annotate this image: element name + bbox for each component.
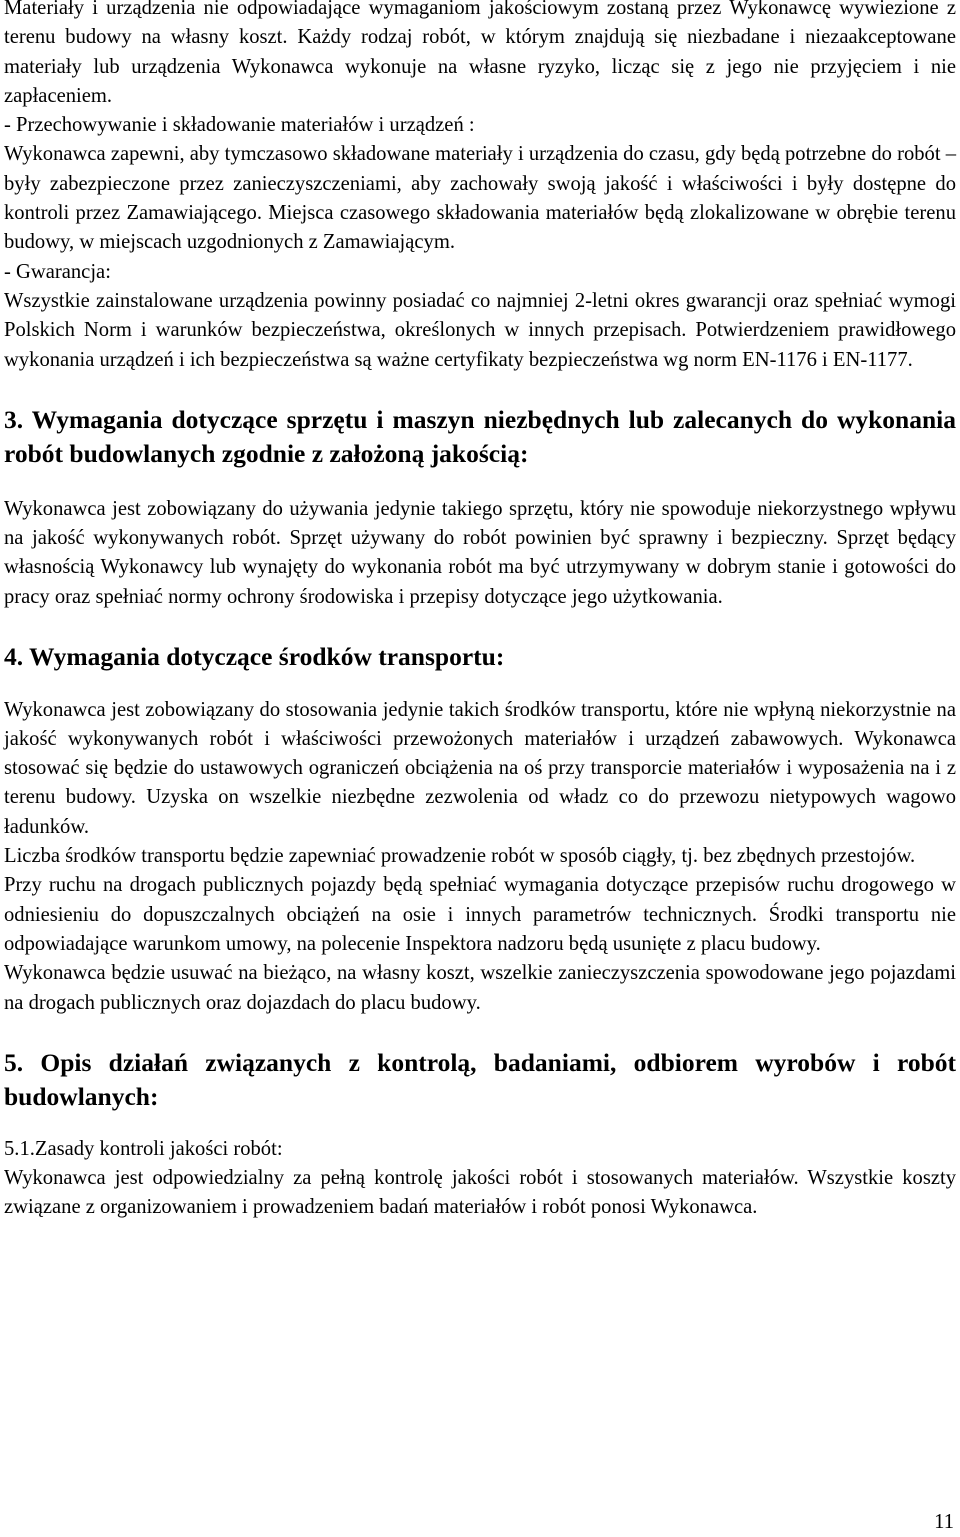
- storage-paragraph: Wykonawca zapewni, aby tymczasowo składowane materiały i urządzenia do czasu, gdy będą potrzebne do robót – były zabezpieczone przez zanieczyszczeniami, aby zachowały swoją jakość i właściwości i były dostępne do kontroli przez Zamawiającego. Miejsca czasowego składowania materiałów będą zlokalizowane w obrębie terenu budowy, w miejscach uzgodnionych z Zamawiającym.: [4, 143, 956, 254]
- section-4-heading: 4. Wymagania dotyczące środków transportu:: [4, 642, 505, 672]
- section-4-paragraph-1: Wykonawca jest zobowiązany do stosowania jedynie takich środków transportu, które nie wpłyną niekorzystnie na jakość wykonywanych robót i właściwości przewożonych materiałów i urządzeń zabawowych. Wykonawca stosować się będzie do ustawowych ograniczeń obciążenia na oś przy transporcie materiałów i wyposażenia na i z terenu budowy. Uzyska on wszelkie niezbędne zezwolenia od władz co do przewozu nietypowych wagowo ładunków.: [4, 698, 956, 838]
- section-5-1-paragraph: Wykonawca jest odpowiedzialny za pełną kontrolę jakości robót i stosowanych materiałów. Wszystkie koszty związane z organizowaniem i prowadzeniem badań materiałów i robót ponosi Wykonawca.: [4, 1167, 956, 1219]
- section-4-paragraph-4: Wykonawca będzie usuwać na bieżąco, na własny koszt, wszelkie zanieczyszczenia spowodowane jego pojazdami na drogach publicznych oraz dojazdach do placu budowy.: [4, 962, 956, 1014]
- intro-paragraph: Materiały i urządzenia nie odpowiadające wymaganiom jakościowym zostaną przez Wykonawcę wywiezione z terenu budowy na własny koszt. Każdy rodzaj robót, w którym znajdują się niezbadane i niezaakceptowane materiały lub urządzenia Wykonawca wykonuje na własne ryzyko, licząc się z jego nie przyjęciem i nie zapłaceniem.: [4, 0, 956, 107]
- section-3-paragraph: Wykonawca jest zobowiązany do używania jedynie takiego sprzętu, który nie spowoduje niekorzystnego wpływu na jakość wykonywanych robót. Sprzęt używany do robót powinien być sprawny i bezpieczny. Sprzęt będący własnością Wykonawcy lub wynajęty do wykonania robót ma być utrzymywany w dobrym stanie i gotowości do pracy oraz spełniać normy ochrony środowiska i przepisy dotyczące jego użytkowania.: [4, 497, 956, 608]
- document-page: [4, 0, 956, 1223]
- section-3-heading: 3. Wymagania dotyczące sprzętu i maszyn niezbędnych lub zalecanych do wykonania robót budowlanych zgodnie z założoną jakością:: [4, 404, 956, 469]
- page-number: 11: [934, 1511, 954, 1533]
- storage-subheading: - Przechowywanie i składowanie materiałów i urządzeń :: [4, 114, 475, 137]
- warranty-subheading: - Gwarancja:: [4, 260, 111, 283]
- warranty-paragraph: Wszystkie zainstalowane urządzenia powinny posiadać co najmniej 2-letni okres gwarancji oraz spełniać wymogi Polskich Norm i warunków bezpieczeństwa, określonych w innych przepisach. Potwierdzeniem prawidłowego wykonania urządzeń i ich bezpieczeństwa są ważne certyfikaty bezpieczeństwa wg norm EN-1176 i EN-1177.: [4, 289, 956, 371]
- section-4-paragraph-3: Przy ruchu na drogach publicznych pojazdy będą spełniać wymagania dotyczące przepisów ruchu drogowego w odniesieniu do dopuszczalnych obciążeń na osie i innych parametrów technicznych. Środki transportu nie odpowiadające warunkom umowy, na polecenie Inspektora nadzoru będą usunięte z placu budowy.: [4, 874, 956, 955]
- section-5-1-subheading: 5.1.Zasady kontroli jakości robót:: [4, 1137, 283, 1160]
- section-4-paragraph-2: Liczba środków transportu będzie zapewniać prowadzenie robót w sposób ciągły, tj. bez zbędnych przestojów.: [4, 845, 916, 868]
- section-5-heading: 5. Opis działań związanych z kontrolą, badaniami, odbiorem wyrobów i robót budowlanych:: [4, 1047, 956, 1112]
